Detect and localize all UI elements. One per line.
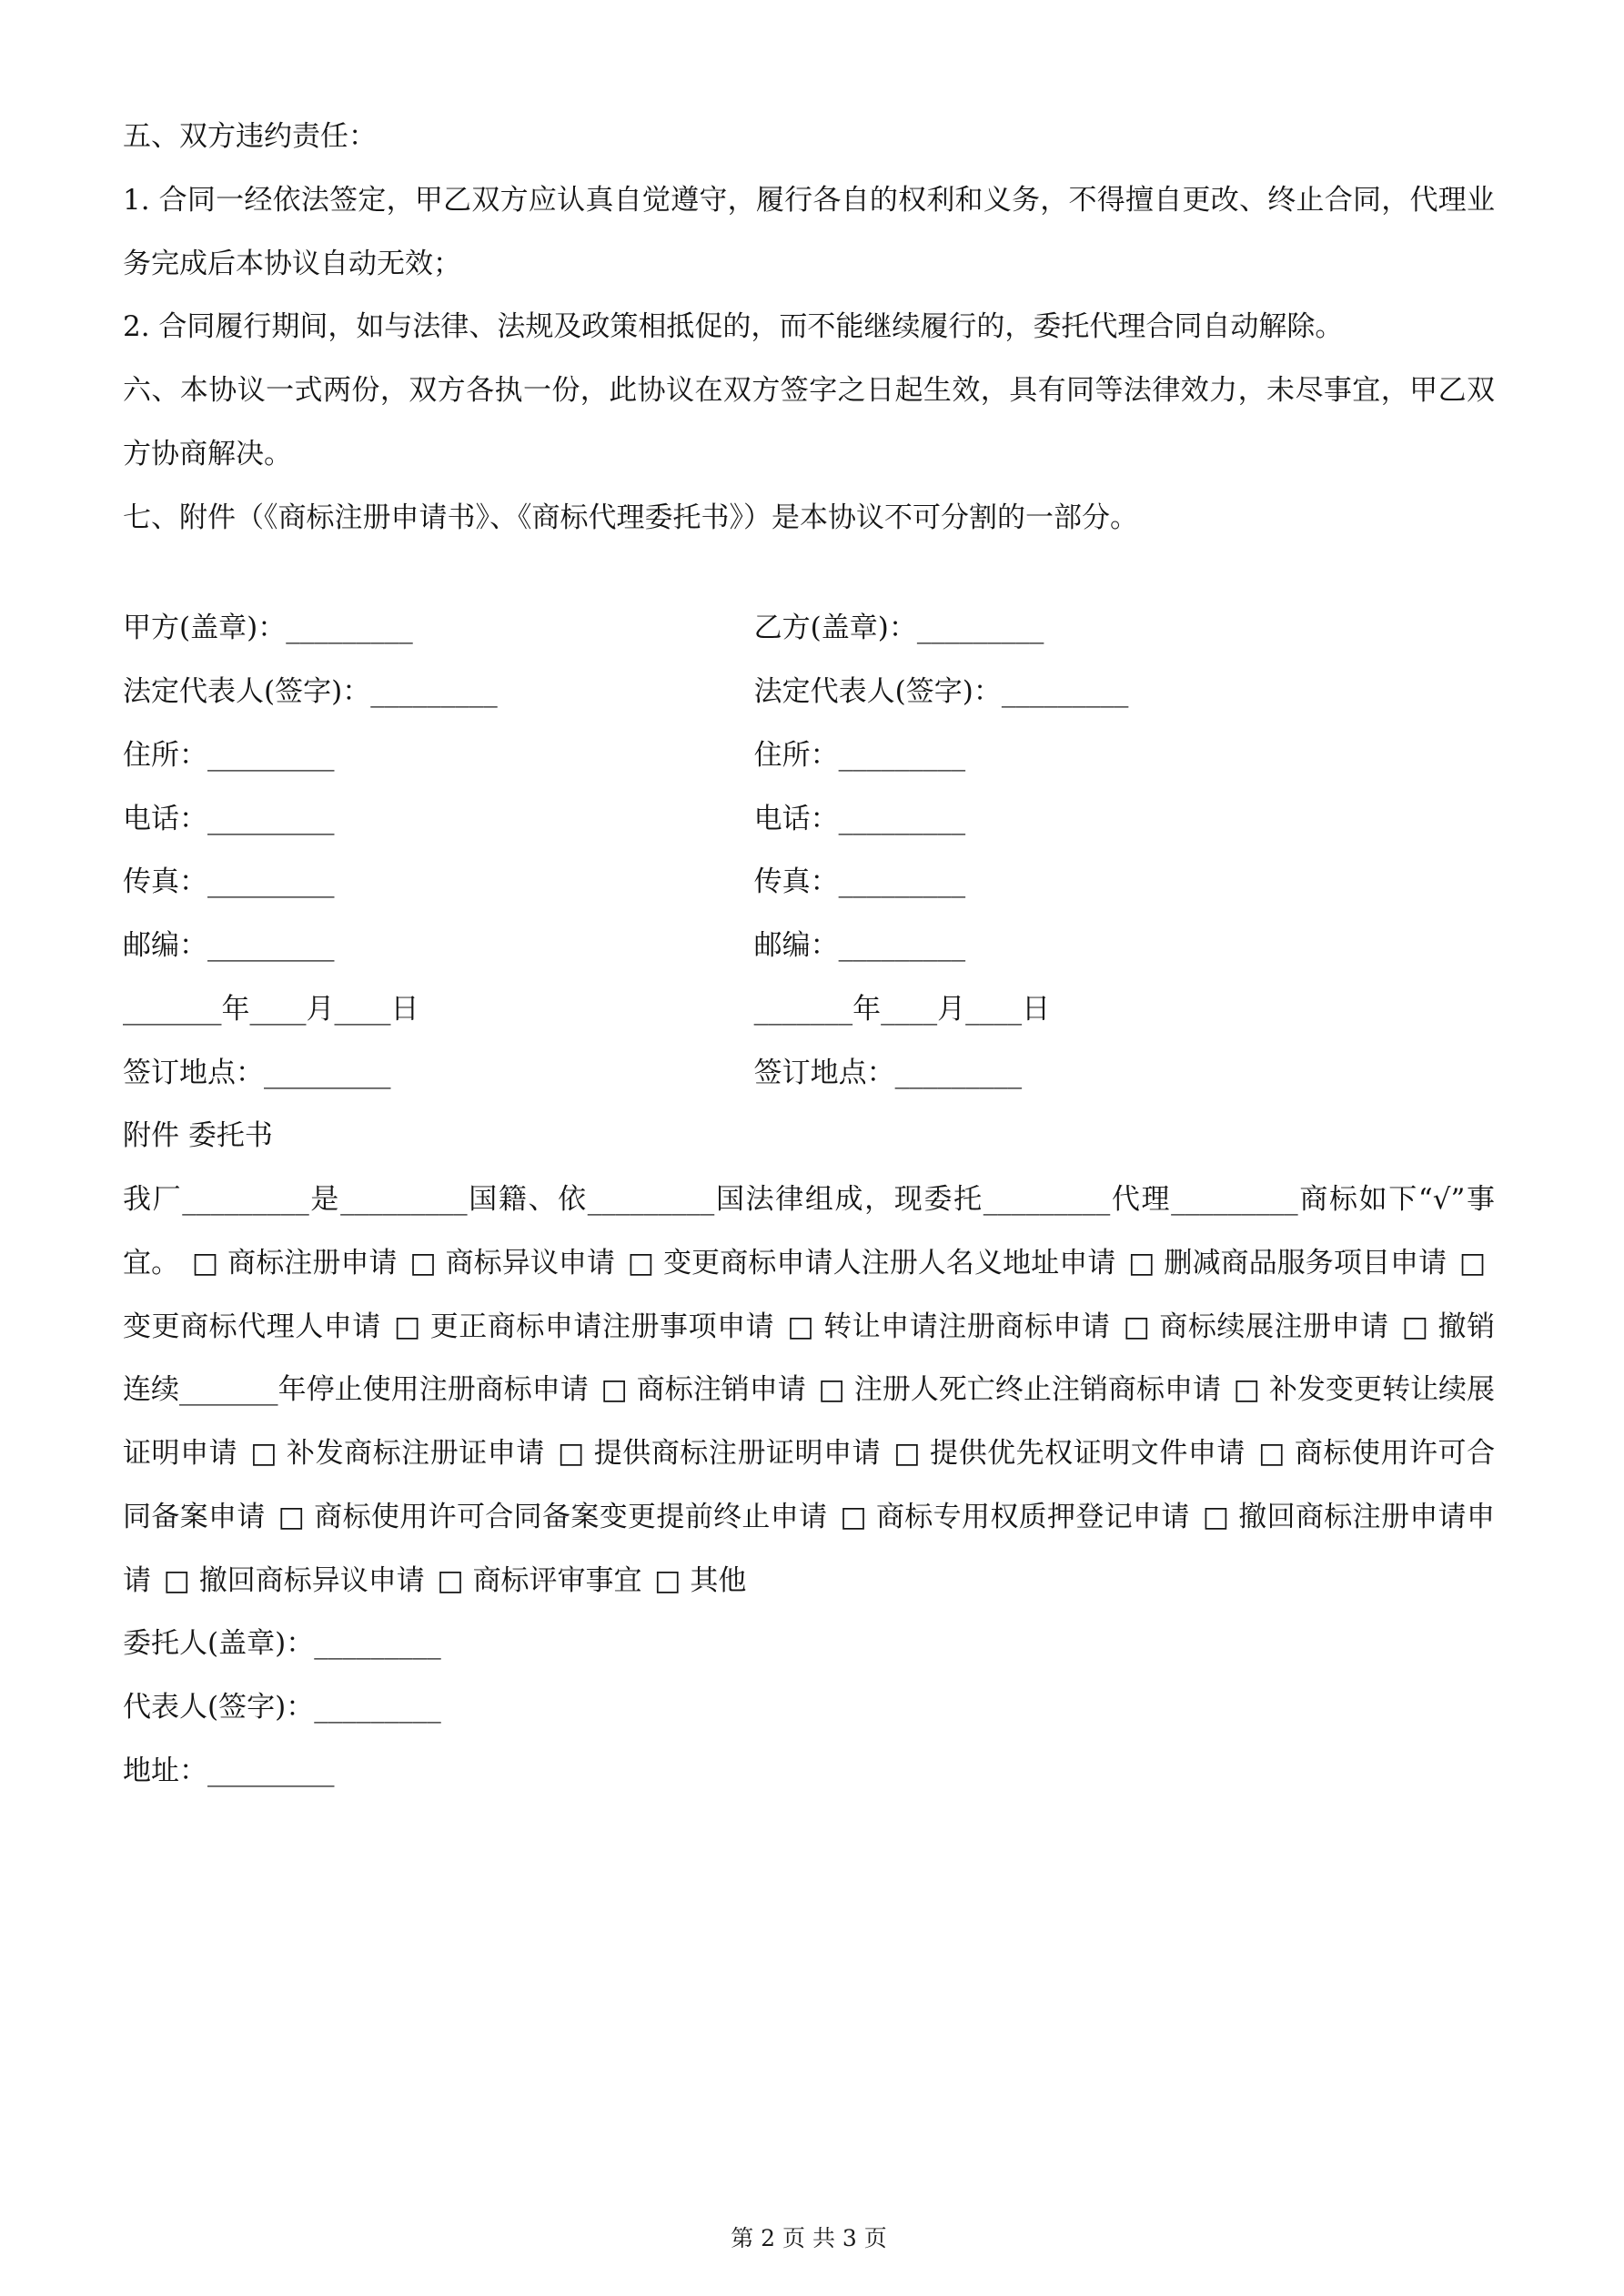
party-a-phone-line: 电话：_________ (123, 802, 335, 835)
checkbox-item (390, 1310, 774, 1343)
checkbox-item (624, 1247, 1115, 1279)
sig-row-seal (123, 597, 1495, 661)
party-a-signing-place-line: 签订地点：_________ (123, 1056, 391, 1089)
party-a-date-line: _______年____月____日 (123, 992, 419, 1026)
checkbox-item (784, 1310, 1111, 1343)
party-b-seal-line: 乙方(盖章)：_________ (753, 612, 1044, 645)
checkbox-item (275, 1501, 828, 1533)
party-a-address-line: 住所：_________ (123, 738, 335, 772)
checkbox-item (1125, 1247, 1447, 1279)
checkbox-label: 补发商标注册证申请 (287, 1437, 545, 1470)
checkbox-label: 提供商标注册证明申请 (593, 1437, 882, 1470)
checkbox-icon: □ (409, 1246, 437, 1279)
party-a-representative-line: 法定代表人(签字)：_________ (123, 675, 498, 708)
checkbox-label: 变更商标代理人申请 (123, 1310, 381, 1343)
checkbox-icon: □ (1202, 1500, 1230, 1533)
checkbox-icon: □ (250, 1437, 278, 1470)
checkbox-item (407, 1247, 616, 1279)
signature-block (123, 597, 1495, 1105)
sig-row-address (123, 724, 1495, 788)
checkbox-icon: □ (893, 1437, 922, 1470)
sig-row-date (123, 978, 1495, 1042)
checkbox-label: 转让申请注册商标申请 (823, 1310, 1111, 1343)
checkbox-label: 商标专用权质押登记申请 (875, 1500, 1190, 1533)
party-a-seal-line: 甲方(盖章)：_________ (123, 612, 413, 645)
checkbox-label: 撤回商标异议申请 (198, 1563, 425, 1597)
checkbox-label: 删减商品服务项目申请 (1164, 1246, 1447, 1279)
checkbox-label: 商标使用许可合同备案变更提前终止申请 (314, 1500, 828, 1533)
checkbox-label: 变更商标申请人注册人名义地址申请 (663, 1246, 1116, 1279)
sig-row-representative (123, 661, 1495, 724)
principal-seal-line: 委托人(盖章)：_________ (123, 1627, 441, 1661)
checkbox-item (247, 1437, 545, 1470)
checkbox-item (188, 1247, 398, 1279)
checkbox-label: 撤回商标注册申请申请 (123, 1500, 1496, 1597)
checkbox-label: 商标注销申请 (636, 1373, 806, 1407)
checkbox-icon: □ (1123, 1310, 1151, 1343)
checkbox-item (891, 1437, 1246, 1470)
sig-row-postcode (123, 915, 1495, 978)
checkbox-icon: □ (818, 1373, 845, 1407)
checkbox-item (598, 1373, 806, 1406)
sig-row-fax (123, 851, 1495, 915)
checkbox-label: 商标评审事宜 (472, 1563, 642, 1597)
checkbox-label: 其他 (690, 1563, 747, 1597)
section-heading-liability: 五、双方违约责任： (123, 120, 377, 153)
party-b-representative-line: 法定代表人(签字)：_________ (753, 675, 1129, 708)
checkbox-icon: □ (840, 1500, 868, 1533)
checkbox-icon: □ (1128, 1246, 1155, 1279)
party-b-fax-line: 传真：_________ (753, 865, 966, 899)
checkbox-icon: □ (654, 1563, 681, 1597)
attachment-intro: 我厂_________是_________国籍、依_________国法律组成，现委托_________代理_________商标如下“√”事宜。 (123, 1183, 1495, 1279)
checkbox-icon: □ (191, 1246, 219, 1279)
party-b-phone-line: 电话：_________ (753, 802, 966, 835)
party-a-postcode-line: 邮编：_________ (123, 929, 335, 962)
sig-row-phone (123, 788, 1495, 852)
sig-row-signing-place (123, 1042, 1495, 1106)
party-b-signing-place-line: 签订地点：_________ (753, 1056, 1023, 1089)
checkbox-item (651, 1564, 746, 1597)
representative-signature-line: 代表人(签字)：_________ (123, 1691, 441, 1724)
checkbox-item (815, 1373, 1221, 1406)
checkbox-item (554, 1437, 881, 1470)
checkbox-icon: □ (1401, 1310, 1429, 1343)
clause-liability-2: 2. 合同履行期间，如与法律、法规及政策相抵促的，而不能继续履行的，委托代理合同自动解除。 (123, 310, 1344, 344)
checkbox-label: 商标续展注册申请 (1159, 1310, 1389, 1343)
checkbox-label: 提供优先权证明文件申请 (930, 1437, 1246, 1470)
checkbox-item (160, 1564, 425, 1597)
checkbox-icon: □ (787, 1310, 815, 1343)
checkbox-icon: □ (627, 1246, 655, 1279)
checkbox-icon: □ (1233, 1373, 1260, 1407)
clause-annexes: 七、附件（《商标注册申请书》、《商标代理委托书》）是本协议不可分割的一部分。 (123, 501, 1138, 534)
clause-liability-1: 1. 合同一经依法签定，甲乙双方应认真自觉遵守，履行各自的权利和义务，不得擅自更改、终止合同，代理业务完成后本协议自动无效； (123, 183, 1495, 280)
checkbox-label: 撤销连续_______年停止使用注册商标申请 (123, 1310, 1496, 1407)
checkbox-label: 商标异议申请 (445, 1246, 616, 1279)
checkbox-label: 注册人死亡终止注销商标申请 (853, 1373, 1222, 1407)
checkbox-icon: □ (437, 1563, 464, 1597)
checkbox-item (837, 1501, 1190, 1533)
checkbox-label: 商标注册申请 (227, 1246, 398, 1279)
party-b-postcode-line: 邮编：_________ (753, 929, 966, 962)
checkbox-item (434, 1564, 642, 1597)
checkbox-label: 更正商标申请注册事项申请 (429, 1310, 775, 1343)
checkbox-label: 补发变更转让续展证明申请 (123, 1373, 1496, 1470)
checkbox-icon: □ (277, 1500, 306, 1533)
party-a-fax-line: 传真：_________ (123, 865, 335, 899)
checkbox-icon: □ (1258, 1437, 1286, 1470)
checkbox-icon: □ (1458, 1246, 1487, 1279)
party-b-date-line: _______年____月____日 (753, 992, 1051, 1026)
checkbox-icon: □ (393, 1310, 421, 1343)
attachment-title: 附件 委托书 (123, 1119, 273, 1153)
checkbox-icon: □ (600, 1373, 628, 1407)
checkbox-label: 商标使用许可合同备案申请 (123, 1437, 1496, 1533)
checkbox-icon: □ (558, 1437, 585, 1470)
checkbox-icon: □ (163, 1563, 190, 1597)
clause-copies: 六、本协议一式两份，双方各执一份，此协议在双方签字之日起生效，具有同等法律效力，未尽事宜，甲乙双方协商解决。 (123, 374, 1495, 470)
principal-address-line: 地址：_________ (123, 1754, 335, 1787)
attachment-paragraph (123, 1168, 1495, 1613)
party-b-address-line: 住所：_________ (753, 738, 966, 772)
checkbox-item (1120, 1310, 1389, 1343)
page-number: 第 2 页 共 3 页 (731, 2225, 887, 2251)
